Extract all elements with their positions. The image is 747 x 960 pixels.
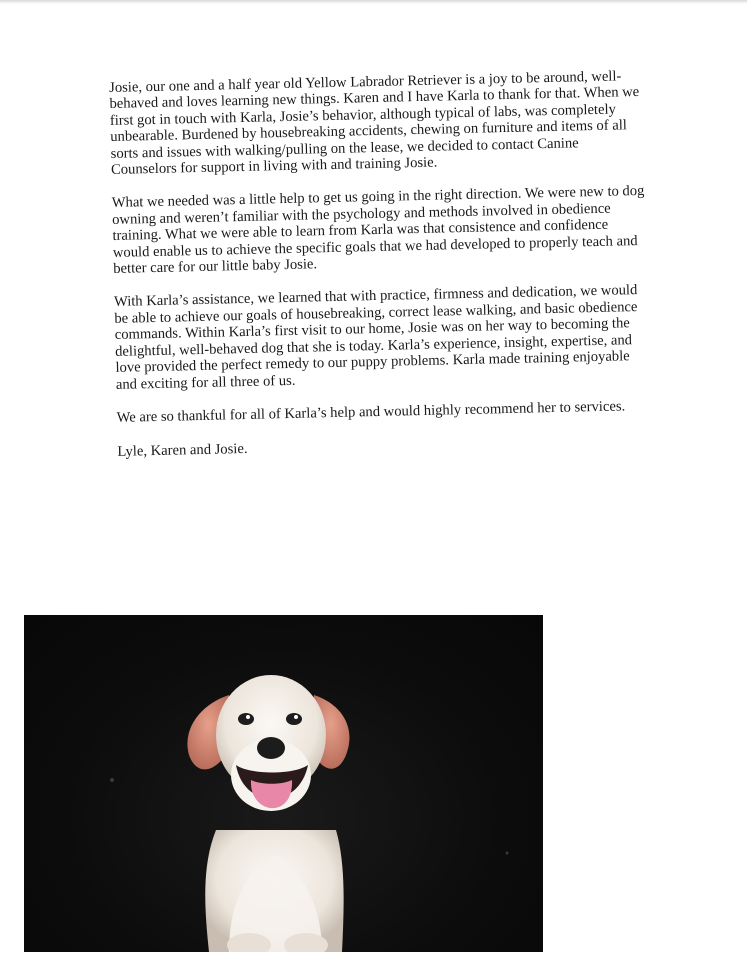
dog-nose [257,737,285,759]
dog-illustration [24,615,543,952]
dog-eye-left [238,713,254,725]
signature: Lyle, Karen and Josie. [117,441,248,461]
scan-edge [0,0,747,4]
dog-photo [24,615,543,952]
paragraph-3: With Karla’s assistance, we learned that with practice, firmness and dedication, we would be able to achieve our goals of housebreaking, correct lease walking, and basic obedience commands. Within Karla’s first visit to our home, Josie was on her way to becoming the delightful, well-behaved dog that she is today. Karla’s experience, insight, expertise, and love provided the perfect remedy to our puppy problems. Karla made training enjoyable and exciting for all three of us. [113,282,638,393]
paragraph-2: What we needed was a little help to get us going in the right direction. We were new to dog owning and weren’t familiar with the psychology and methods involved in obedience training. What we were able to learn from Karla was that consistence and confidence would enable us to achieve the specific goals that we had developed to properly teach and better care for our little baby Josie. [111,183,645,278]
paragraph-1: Josie, our one and a half year old Yellow Labrador Retriever is a joy to be around, well-behaved and loves learning new things. Karen and I have Karla to thank for that. When we first got in touch with Karla, Josie’s behavior, although typical of labs, was completely unbearable. Burdened by housebreaking accidents, chewing on furniture and items of all sorts and issues with walking/pulling on the lease, we decided to contact Canine Counselors for support in living with and training Josie. [109,68,640,179]
dog-eye-right [286,713,302,725]
paragraph-4: We are so thankful for all of Karla’s help and would highly recommend her to services. [116,398,626,426]
letter-body [109,68,653,478]
